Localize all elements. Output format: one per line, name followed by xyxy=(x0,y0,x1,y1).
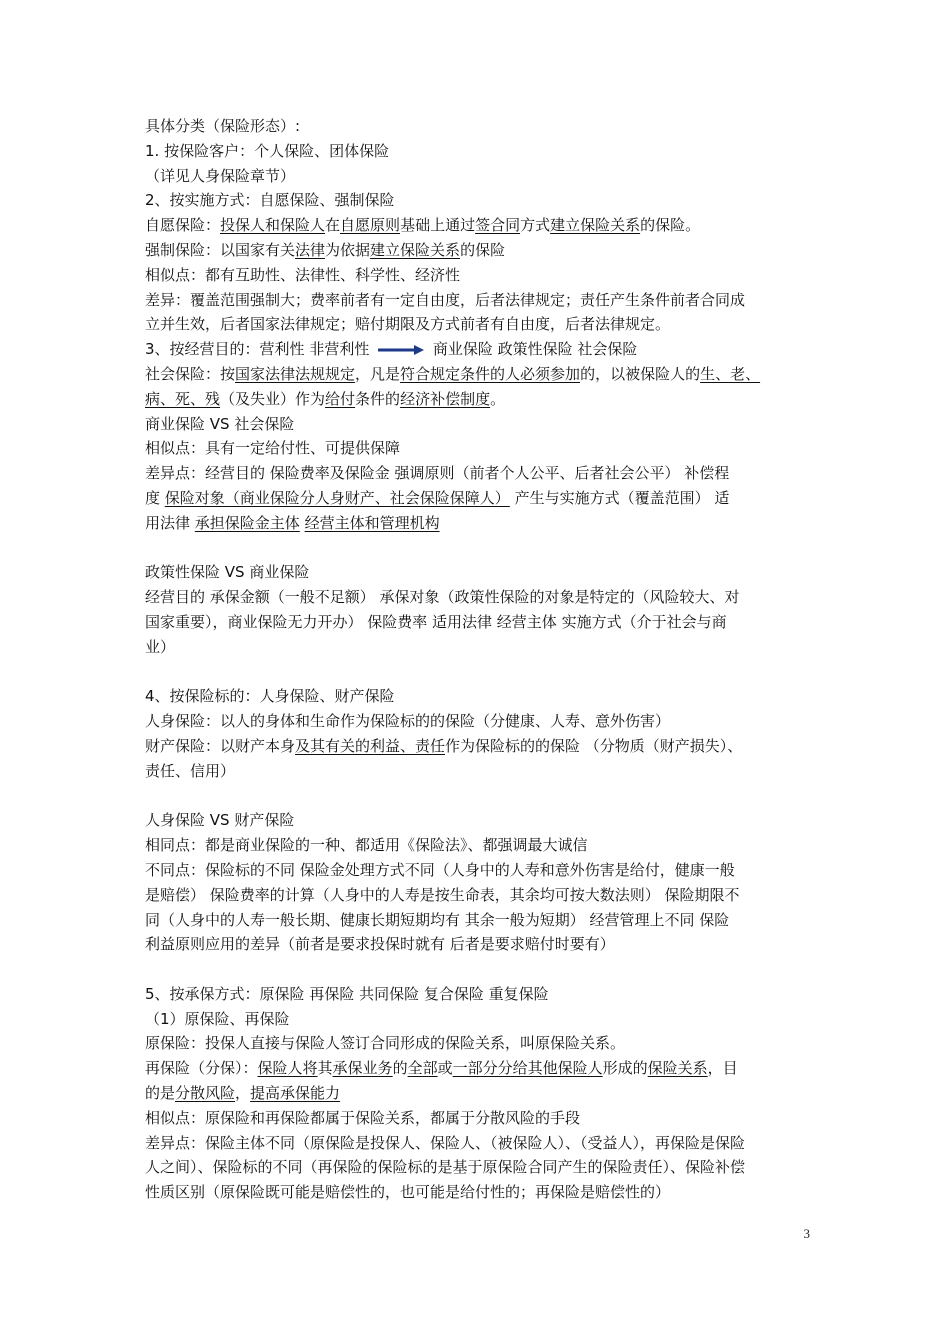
text-line: 业） xyxy=(145,637,176,656)
text-line: （详见人身保险章节） xyxy=(145,166,296,185)
text-line: 再保险（分保）：保险人将其承保业务的全部或一部分分给其他保险人形成的保险关系，目 xyxy=(145,1059,738,1078)
text-line: 差异点：保险主体不同（原保险是投保人、保险人、（被保险人）、（受益人），再保险是保险 xyxy=(145,1133,746,1152)
text-line: 原保险：投保人直接与保险人签订合同形成的保险关系，叫原保险关系。 xyxy=(145,1034,626,1053)
document-body xyxy=(145,114,810,1205)
underlined-phrase: 签合同 xyxy=(475,216,521,235)
text-line: 差异：覆盖范围强制大；费率前者有一定自由度，后者法律规定；责任产生条件前者合同成 xyxy=(145,290,746,309)
text-line: 不同点：保险标的不同 保险金处理方式不同（人身中的人寿和意外伤害是给付，健康一般 xyxy=(145,860,735,879)
text-line: 立并生效，后者国家法律规定；赔付期限及方式前者有自由度，后者法律规定。 xyxy=(145,315,671,334)
underlined-phrase: 提高承保能力 xyxy=(250,1084,341,1103)
underlined-phrase: 经营主体和管理机构 xyxy=(304,513,440,532)
text-line: 相似点：原保险和再保险都属于保险关系，都属于分散风险的手段 xyxy=(145,1108,581,1127)
heading-result: 商业保险 政策性保险 社会保险 xyxy=(432,340,638,359)
text-line: 自愿保险：投保人和保险人在自愿原则基础上通过签合同方式建立保险关系的保险。 xyxy=(145,216,701,235)
text-line: 差异点：经营目的 保险费率及保险金 强调原则（前者个人公平、后者社会公平） 补偿程 xyxy=(145,464,730,483)
underlined-phrase: 法律 xyxy=(295,240,326,259)
text-line: （1）原保险、再保险 xyxy=(145,1009,290,1028)
text-line: 同（人身中的人寿一般长期、健康长期短期均有 其余一般为短期） 经营管理上不同 保险 xyxy=(145,910,730,929)
text-line: 国家重要），商业保险无力开办） 保险费率 适用法律 经营主体 实施方式（介于社会与商 xyxy=(145,612,727,631)
text-line: 人身保险：以人的身体和生命作为保险标的的保险（分健康、人寿、意外伤害） xyxy=(145,712,671,731)
text-line: 相似点：具有一定给付性、可提供保障 xyxy=(145,439,401,458)
blank-line xyxy=(145,957,810,982)
subheading: 政策性保险 VS 商业保险 xyxy=(145,563,310,582)
blank-line xyxy=(145,536,810,561)
underlined-phrase: 自愿原则 xyxy=(340,216,401,235)
arrow-right-icon xyxy=(378,345,424,355)
text-line: 强制保险：以国家有关法律为依据建立保险关系的保险 xyxy=(145,240,506,259)
text-line: 社会保险：按国家法律法规规定，凡是符合规定条件的人必须参加的，以被保险人的生、老、 xyxy=(145,364,761,383)
heading-text: 3、按经营目的：营利性 非营利性 xyxy=(145,340,370,359)
section-heading: 2、按实施方式：自愿保险、强制保险 xyxy=(145,191,395,210)
text-line: 具体分类（保险形态）: xyxy=(145,117,301,135)
text-line: 利益原则应用的差异（前者是要求投保时就有 后者是要求赔付时要有） xyxy=(145,935,615,954)
subheading: 商业保险 VS 社会保险 xyxy=(145,414,295,433)
underlined-phrase: 及其有关的利益、责任 xyxy=(295,736,446,755)
section-heading: 5、按承保方式：原保险 再保险 共同保险 复合保险 重复保险 xyxy=(145,984,549,1003)
text-line: 的是分散风险，提高承保能力 xyxy=(145,1084,341,1103)
underlined-phrase: 分散风险 xyxy=(175,1084,236,1103)
text-line: 度 保险对象（商业保险分人身财产、社会保险保障人） 产生与实施方式（覆盖范围） 适 xyxy=(145,488,730,507)
subheading: 人身保险 VS 财产保险 xyxy=(145,811,295,830)
underlined-phrase: 病、死、残 xyxy=(145,389,221,408)
text-line: 是赔偿） 保险费率的计算（人身中的人寿是按生命表，其余均可按大数法则） 保险期限不 xyxy=(145,885,740,904)
underlined-phrase: 生、老、 xyxy=(700,364,761,383)
blank-line xyxy=(145,784,810,809)
blank-line xyxy=(145,660,810,685)
text-line: 用法律 承担保险金主体 经营主体和管理机构 xyxy=(145,513,440,532)
text-line: 性质区别（原保险既可能是赔偿性的，也可能是给付性的；再保险是赔偿性的） xyxy=(145,1183,671,1202)
underlined-phrase: 全部 xyxy=(407,1059,438,1078)
underlined-phrase: 承保业务 xyxy=(332,1059,393,1078)
page-number: 3 xyxy=(803,1226,810,1241)
section-heading xyxy=(145,337,810,362)
text-line: 相同点：都是商业保险的一种、都适用《保险法》、都强调最大诚信 xyxy=(145,836,588,855)
underlined-phrase: 保险对象（商业保险分人身财产、社会保险保障人） xyxy=(164,488,510,507)
underlined-phrase: 符合规定条件的人必须参加 xyxy=(400,364,581,383)
underlined-phrase: 投保人和保险人 xyxy=(220,216,326,235)
underlined-phrase: 建立保险关系 xyxy=(550,216,641,235)
underlined-phrase: 承担保险金主体 xyxy=(194,513,300,532)
text-line: 责任、信用） xyxy=(145,761,236,780)
underlined-phrase: 给付 xyxy=(325,389,356,408)
text-line: 1. 按保险客户：个人保险、团体保险 xyxy=(145,141,390,160)
text-line: 财产保险：以财产本身及其有关的利益、责任作为保险标的的保险 （分物质（财产损失）、 xyxy=(145,736,743,755)
text-line: 经营目的 承保金额（一般不足额） 承保对象（政策性保险的对象是特定的（风险较大、对 xyxy=(145,588,740,607)
underlined-phrase: 保险人将 xyxy=(257,1059,318,1078)
section-heading: 4、按保险标的：人身保险、财产保险 xyxy=(145,687,395,706)
underlined-phrase: 国家法律法规规定 xyxy=(235,364,356,383)
underlined-phrase: 一部分分给其他保险人 xyxy=(452,1059,603,1078)
text-line: 病、死、残（及失业）作为给付条件的经济补偿制度。 xyxy=(145,389,506,408)
text-line: 人之间）、保险标的不同（再保险的保险标的是基于原保险合同产生的保险责任）、保险补偿 xyxy=(145,1158,746,1177)
underlined-phrase: 经济补偿制度 xyxy=(400,389,491,408)
underlined-phrase: 保险关系 xyxy=(647,1059,708,1078)
underlined-phrase: 建立保险关系 xyxy=(370,240,461,259)
text-line: 相似点：都有互助性、法律性、科学性、经济性 xyxy=(145,265,461,284)
